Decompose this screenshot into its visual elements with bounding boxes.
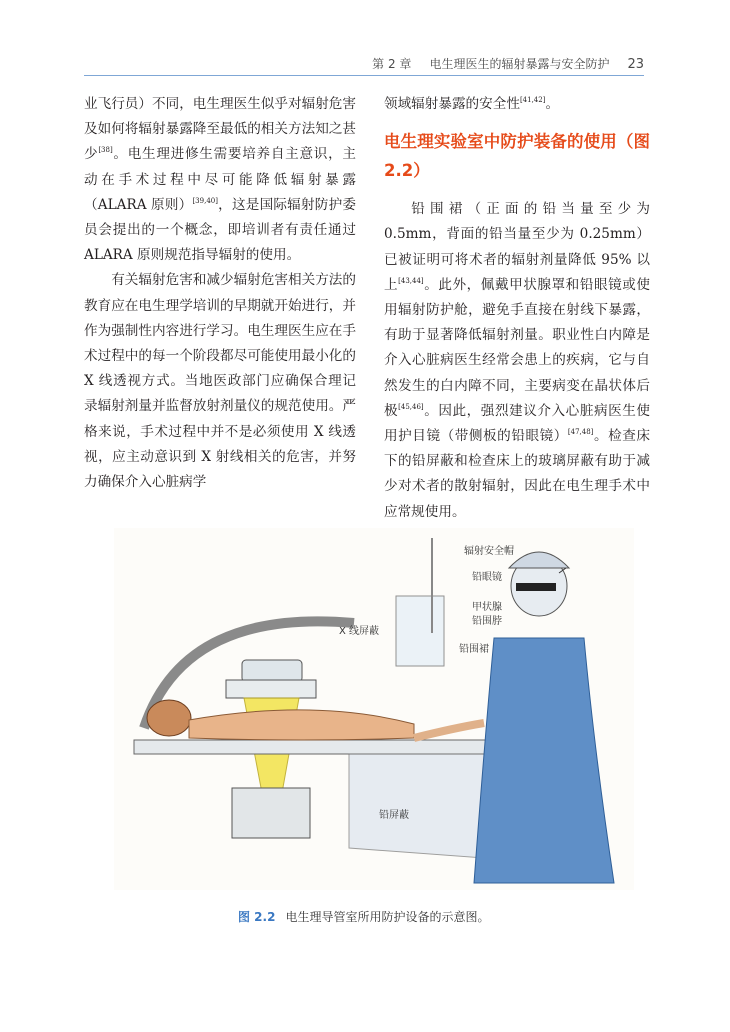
chapter-label: 第 2 章 [372, 57, 412, 71]
label-apron: 铅围裙 [459, 644, 489, 655]
collimator [226, 680, 316, 698]
paragraph: 铅围裙（正面的铅当量至少为 0.5mm，背面的铅当量至少为 0.25mm）已被证明可将术者的辐射剂量降低 95% 以上[43,44]。此外，佩戴甲状腺罩和铅眼镜或使用辐射防护舱，避免手直接在射线下暴露，有助于显著降低辐射剂量。职业性白内障是介入心脏病医生经常会患上的疾病，它与自然发生的白内障不同，主要病变在晶状体后极[45,46]。因此，强烈建议介入心脏病医生使用护目镜（带侧板的铅眼镜）[47,48]。检查床下的铅屏蔽和检查床上的玻璃屏蔽有助于减少对术者的散射辐射，因此在电生理手术中应常规使用。 [384, 201, 651, 520]
glass-shield [396, 596, 444, 666]
figure-illustration [114, 528, 634, 890]
label-thyroid: 甲状腺 [472, 602, 502, 613]
right-column [384, 92, 650, 525]
citation: [39,40] [192, 196, 218, 205]
citation: [47,48] [567, 428, 594, 437]
citation: [38] [98, 146, 113, 155]
chapter-title: 电生理医生的辐射暴露与安全防护 [429, 57, 610, 71]
running-header [84, 54, 644, 76]
paragraph: 业飞行员）不同，电生理医生似乎对辐射危害及如何将辐射暴露降至最低的相关方法知之甚少[38]。电生理进修生需要培养自主意识，主动在手术过程中尽可能降低辐射暴露（ALARA 原则）[39,40]，这是国际辐射防护委员会提出的一个概念，即培训者有责任通过 ALARA 原则规范指导辐射的使用。 [84, 96, 356, 264]
lead-glasses [516, 583, 556, 591]
left-column [84, 92, 356, 495]
label-thyroid-2: 铅围脖 [472, 616, 502, 627]
caption-text: 电生理导管室所用防护设备的示意图。 [285, 910, 490, 924]
page-number: 23 [627, 57, 644, 72]
illustration-svg [114, 528, 634, 890]
citation: [41,42] [519, 96, 546, 104]
section-heading: 电生理实验室中防护装备的使用（图 2.2） [384, 132, 650, 181]
label-xray-shield: X 线屏蔽 [339, 626, 380, 637]
xray-tube [242, 660, 302, 682]
paragraph: 领域辐射暴露的安全性[41,42]。 [384, 96, 560, 112]
label-cap: 辐射安全帽 [464, 546, 514, 557]
detector [232, 788, 310, 838]
figure-number: 图 2.2 [238, 910, 276, 924]
lead-shield-panel [349, 754, 484, 858]
label-glasses: 铅眼镜 [472, 572, 502, 583]
paragraph: 有关辐射危害和减少辐射危害相关方法的教育应在电生理学培训的早期就开始进行，并作为强制性内容进行学习。电生理医生应在手术过程中的每一个阶段都尽可能使用最小化的 X 线透视方式。当地医政部门应确保合理记录辐射剂量并监督放射剂量仪的规范使用。严格来说，手术过程中并不是必须使用 X 线透视，应主动意识到 X 射线相关的危害，并努力确保介入心脏病学 [84, 272, 356, 491]
label-lead-shield: 铅屏蔽 [379, 810, 409, 821]
citation: [45,46] [398, 402, 424, 411]
figure-caption [238, 908, 489, 925]
citation: [43,44] [398, 276, 424, 285]
patient-head [147, 700, 191, 736]
